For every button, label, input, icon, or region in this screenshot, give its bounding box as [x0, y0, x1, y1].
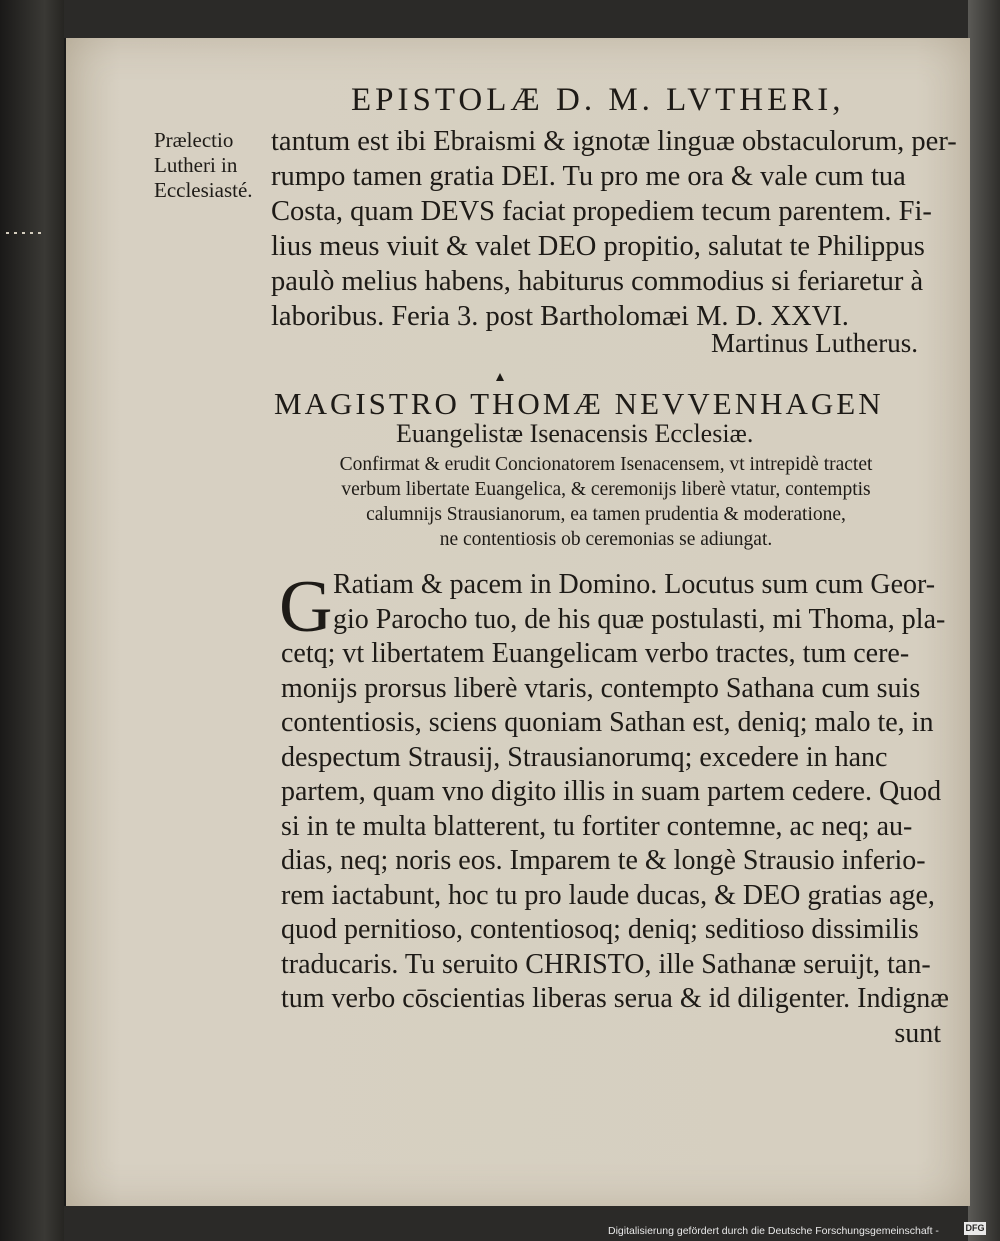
text-line: contentiosis, sciens quoniam Sathan est, deniq; malo te, in: [281, 707, 934, 738]
margin-note: [154, 128, 253, 203]
text-line: monijs prorsus liberè vtaris, contempto Sathana cum suis: [281, 672, 921, 704]
scan-edge-left: [0, 0, 64, 1241]
signature: Martinus Lutherus.: [711, 328, 918, 358]
letter-ending-block: [271, 124, 957, 334]
scan-ruler-ticks: [6, 232, 46, 234]
summary-line: ne contentiosis ob ceremonias se adiungat.: [439, 529, 773, 550]
text-line: laboribus. Feria 3. post Bartholomæi M. D. XXVI.: [271, 301, 849, 332]
text-line: Ratiam & pacem in Domino. Locutus sum cum Geor-: [333, 569, 936, 600]
drop-cap: G: [279, 566, 333, 648]
scan-edge-right: [968, 0, 1000, 1241]
text-line: gio Parocho tuo, de his quæ postulasti, mi Thoma, pla-: [333, 603, 946, 635]
printer-mark: [496, 373, 504, 381]
letter-title: MAGISTRO THOMÆ NEVVENHAGEN: [274, 386, 884, 421]
text-line: tantum est ibi Ebraismi & ignotæ linguæ obstaculorum, per-: [271, 126, 957, 157]
letter-body: [281, 568, 949, 1051]
dfg-logo: DFG: [965, 1223, 985, 1233]
text-line: dias, neq; noris eos. Imparem te & longè Strausio inferio-: [281, 845, 926, 876]
margin-note-line: Lutheri in: [154, 153, 238, 177]
running-header: EPISTOLÆ D. M. LVTHERI,: [351, 82, 845, 118]
catchword: sunt: [894, 1017, 941, 1049]
margin-note-line: Prælectio: [154, 128, 234, 152]
book-page: [64, 38, 970, 1206]
text-line: rem iactabunt, hoc tu pro laude ducas, & DEO gratias age,: [281, 879, 935, 911]
digitization-credit: Digitalisierung gefördert durch die Deutsche Forschungsgemeinschaft -: [608, 1225, 939, 1237]
margin-note-line: Ecclesiasté.: [154, 178, 253, 202]
text-line: tum verbo cōscientias liberas serua & id diligenter. Indignæ: [281, 983, 949, 1014]
text-line: si in te multa blatterent, tu fortiter contemne, ac neq; au-: [281, 810, 913, 842]
text-line: cetq; vt libertatem Euangelicam verbo tractes, tum cere-: [281, 638, 910, 669]
text-line: despectum Strausij, Strausianorumq; excedere in hanc: [281, 741, 888, 773]
text-line: lius meus viuit & valet DEO propitio, salutat te Philippus: [271, 231, 925, 262]
text-line: paulò melius habens, habiturus commodius si feriaretur à: [271, 266, 924, 297]
summary-line: calumnijs Strausianorum, ea tamen prudentia & moderatione,: [366, 504, 846, 525]
summary-line: Confirmat & erudit Concionatorem Isenacensem, vt intrepidè tractet: [339, 454, 873, 475]
letter-summary: [276, 452, 936, 552]
letter-subtitle: Euangelistæ Isenacensis Ecclesiæ.: [396, 419, 754, 448]
text-line: quod pernitioso, contentiosoq; deniq; seditioso dissimilis: [281, 914, 919, 945]
text-line: rumpo tamen gratia DEI. Tu pro me ora & vale cum tua: [271, 161, 906, 192]
summary-line: verbum libertate Euangelica, & ceremonijs liberè vtatur, contemptis: [341, 479, 871, 500]
text-line: Costa, quam DEVS faciat propediem tecum parentem. Fi-: [271, 196, 932, 227]
text-line: traducaris. Tu seruito CHRISTO, ille Sathanæ seruijt, tan-: [281, 948, 931, 980]
text-line: partem, quam vno digito illis in suam partem cedere. Quod: [281, 776, 942, 807]
